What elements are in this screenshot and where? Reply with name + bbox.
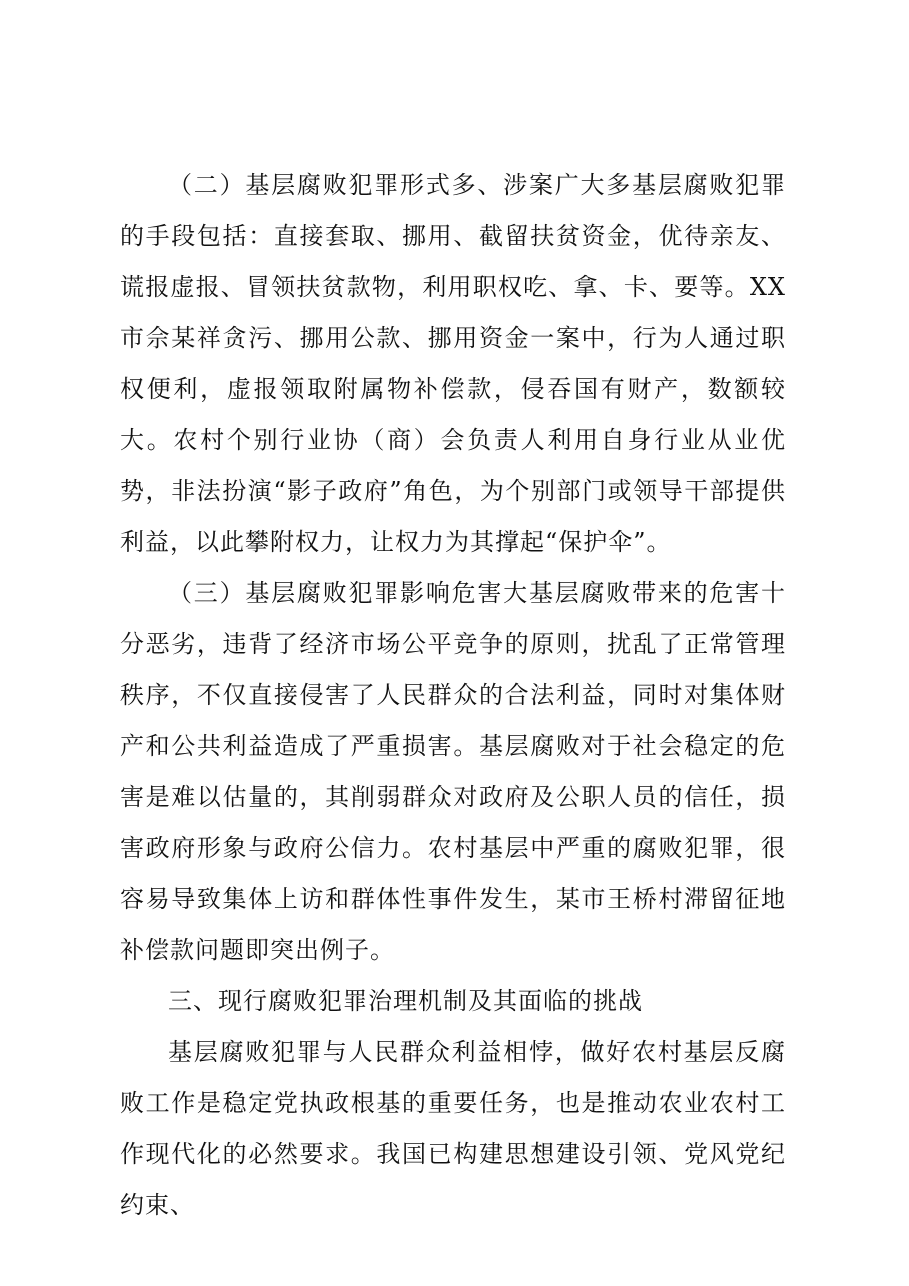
section-heading-3: 三、现行腐败犯罪治理机制及其面临的挑战	[168, 987, 643, 1015]
paragraph-section-3: （三）基层腐败犯罪影响危害大基层腐败带来的危害十分恶劣，违背了经济市场公平竞争的原则，扰乱了正常管理秩序，不仅直接侵害了人民群众的合法利益，同时对集体财产和公共利益造成了严重损害。基层腐败对于社会稳定的危害是难以估量的，其削弱群众对政府及公职人员的信任，损害政府形象与政府公信力。农村基层中严重的腐败犯罪，很容易导致集体上访和群体性事件发生，某市王桥村滞留征地补偿款问题即突出例子。	[120, 579, 786, 964]
paragraph-section-2: （二）基层腐败犯罪形式多、涉案广大多基层腐败犯罪的手段包括：直接套取、挪用、截留扶贫资金，优待亲友、谎报虚报、冒领扶贫款物，利用职权吃、拿、卡、要等。XX市佘某祥贪污、挪用公款、挪用资金一案中，行为人通过职权便利，虚报领取附属物补偿款，侵吞国有财产，数额较大。农村个别行业协（商）会负责人利用自身行业从业优势，非法扮演“影子政府”角色，为个别部门或领导干部提供利益，以此攀附权力，让权力为其撑起“保护伞”。	[120, 171, 786, 556]
paragraph-intro-3: 基层腐败犯罪与人民群众利益相悖，做好农村基层反腐败工作是稳定党执政根基的重要任务，也是推动农业农村工作现代化的必然要求。我国已构建思想建设引领、党风党纪约束、	[120, 1038, 786, 1219]
document-body	[120, 160, 786, 1231]
